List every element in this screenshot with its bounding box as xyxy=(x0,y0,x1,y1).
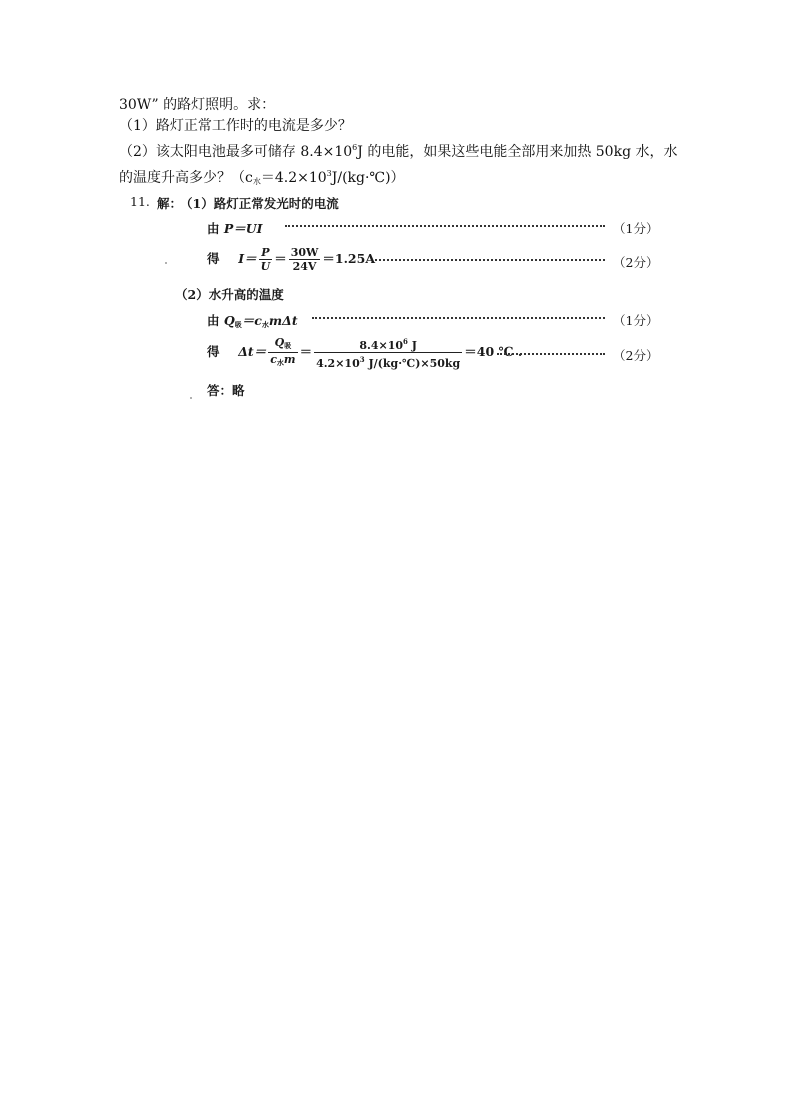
energy-value: 8.4×10 xyxy=(359,339,404,352)
denominator xyxy=(268,352,297,369)
fraction-values xyxy=(289,246,321,273)
equals: ＝ xyxy=(299,344,313,359)
current-result: ＝1.25A xyxy=(322,251,376,266)
score-1: （1分） xyxy=(613,221,659,236)
question-line-4-text-a: 的温度升高多少？（c xyxy=(119,170,253,186)
question-line-4-text-b: ＝4.2×10 xyxy=(260,170,327,186)
scan-speck xyxy=(165,262,167,264)
delta-t-symbol: Δt＝ xyxy=(238,344,267,359)
subscript: 水 xyxy=(252,177,261,186)
part-1-result xyxy=(207,242,375,276)
question-part-1: （1）路灯正常工作时的电流是多少？ xyxy=(119,118,352,134)
fraction-q-over-cm xyxy=(268,336,297,369)
subscript: 吸 xyxy=(234,320,242,329)
heat-capacity-value: 4.2×10 xyxy=(316,357,360,370)
score-3: （1分） xyxy=(613,313,659,328)
denominator: 24V xyxy=(289,259,321,273)
solve-label: 解： xyxy=(157,196,183,211)
numerator xyxy=(268,336,297,352)
conclusion: 答：略 xyxy=(207,383,245,398)
dot-leader xyxy=(497,353,605,355)
from-label: 由 xyxy=(207,313,220,328)
question-part-2-text-a: （2）该太阳电池最多可储存 8.4×10 xyxy=(119,144,353,160)
heat-symbol: Q xyxy=(274,336,285,349)
subscript: 水 xyxy=(276,358,284,367)
get-label: 得 xyxy=(207,344,220,359)
exponent: 6 xyxy=(352,143,358,152)
subscript: 吸 xyxy=(284,341,292,350)
answer-number: 11. xyxy=(130,194,150,209)
exponent: 3 xyxy=(326,169,332,178)
question-line-4-text-c: J/(kg·℃)） xyxy=(331,170,405,186)
part-2-title: （2）水升高的温度 xyxy=(175,287,284,302)
equals: ＝ xyxy=(274,251,287,266)
fraction-p-over-u xyxy=(259,246,273,273)
numerator: P xyxy=(261,246,270,259)
fraction-values xyxy=(314,335,462,370)
denominator: U xyxy=(260,260,271,273)
current-symbol: I＝ xyxy=(238,251,257,266)
heat-capacity-unit: J/(kg·℃)×50kg xyxy=(364,357,461,370)
scan-speck xyxy=(190,397,192,399)
from-label: 由 xyxy=(207,221,220,236)
subscript: 水 xyxy=(261,320,269,329)
exponent: 3 xyxy=(359,355,365,364)
answer-scan xyxy=(0,0,790,420)
numerator: 30W xyxy=(290,246,319,259)
temperature-result: ＝40 ℃ . xyxy=(464,344,523,359)
denominator xyxy=(314,352,462,370)
c-symbol: c xyxy=(270,353,277,366)
heat-formula-eq: ＝c xyxy=(241,313,262,328)
energy-unit: J xyxy=(407,339,417,352)
question-line-1: 30W” 的路灯照明。求： xyxy=(119,97,276,113)
dot-leader xyxy=(375,259,605,261)
power-formula: P＝UI xyxy=(223,221,263,236)
m-symbol: m xyxy=(283,353,296,366)
score-4: （2分） xyxy=(613,348,659,363)
score-2: （2分） xyxy=(613,255,659,270)
dot-leader xyxy=(285,225,605,227)
numerator xyxy=(314,335,462,352)
part-2-result xyxy=(207,333,522,371)
question-part-2-text-b: J 的电能，如果这些电能全部用来加热 50kg 水，水 xyxy=(357,144,678,160)
heat-formula-rest: mΔt xyxy=(268,313,298,328)
exponent: 6 xyxy=(403,337,408,346)
part-2-from xyxy=(207,311,298,330)
part-1-title: （1）路灯正常发光时的电流 xyxy=(180,196,339,211)
get-label: 得 xyxy=(207,251,220,266)
dot-leader xyxy=(312,317,605,319)
part-1-from xyxy=(207,219,263,237)
heat-symbol: Q xyxy=(223,313,235,328)
